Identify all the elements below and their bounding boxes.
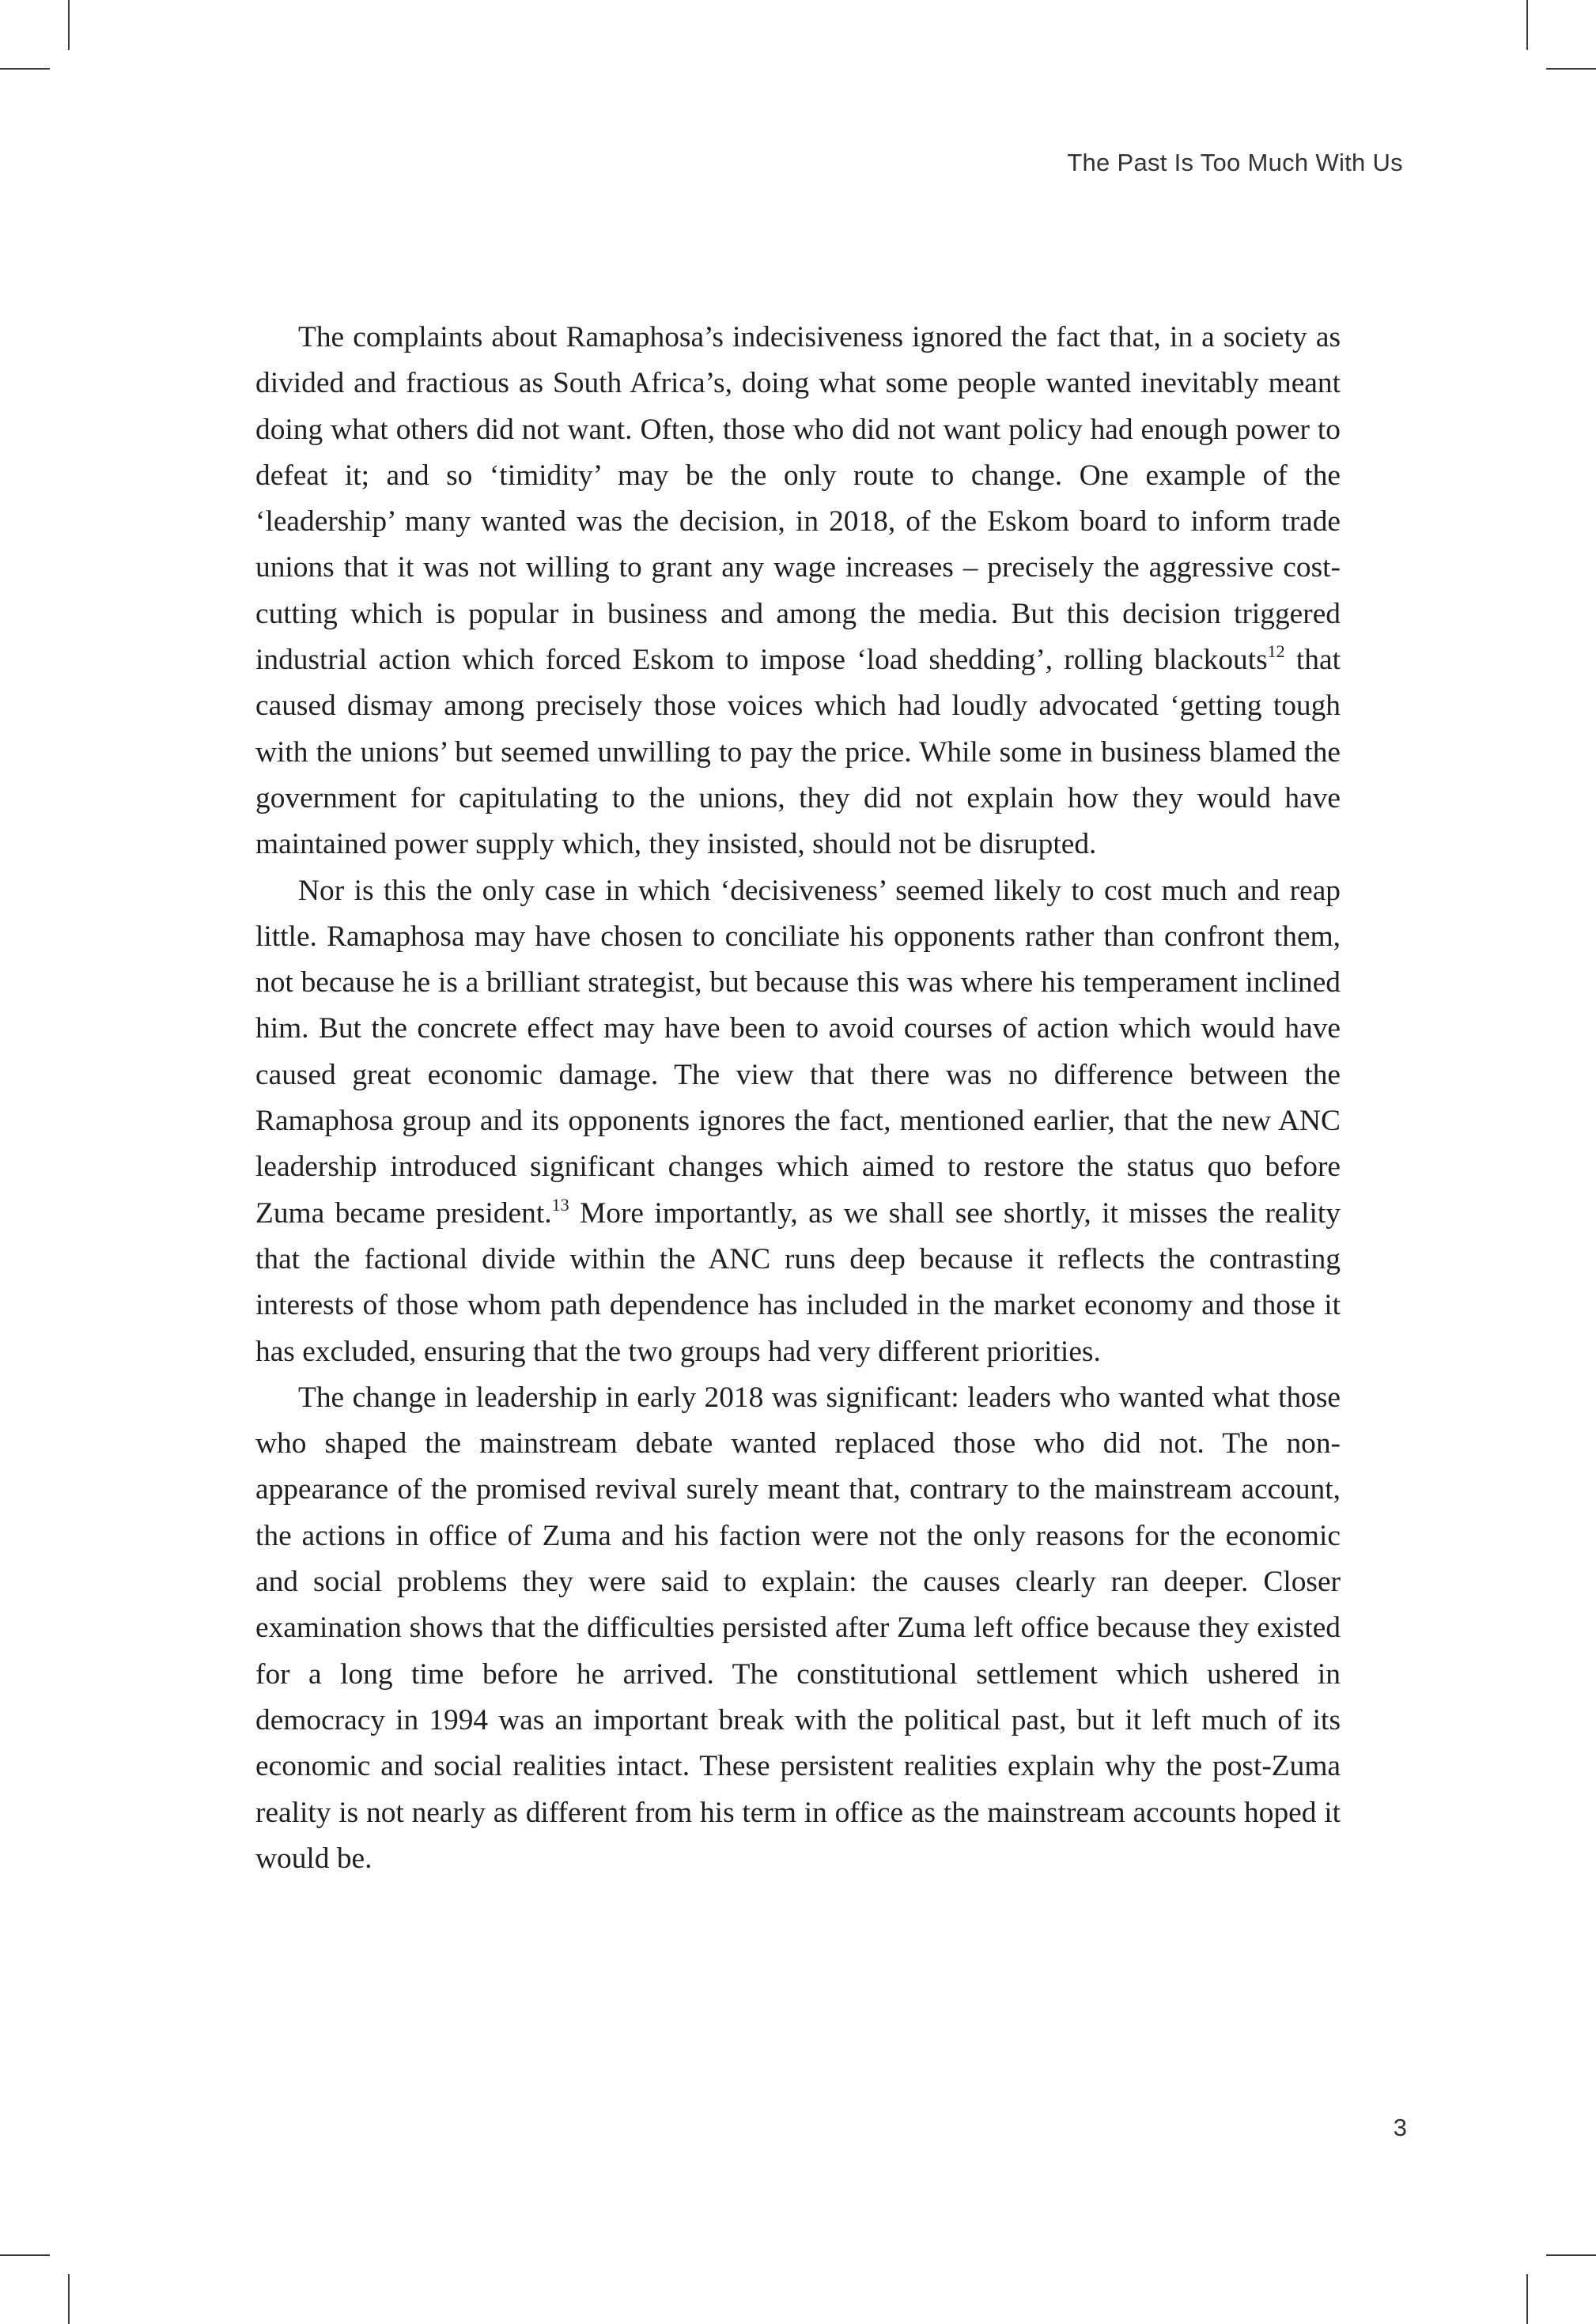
crop-mark-bottom-right-h (1546, 2254, 1596, 2256)
crop-mark-bottom-left-h (0, 2254, 50, 2256)
crop-mark-bottom-right (1526, 2274, 1528, 2324)
crop-mark-bottom-left (68, 2274, 70, 2324)
paragraph-3-text: The change in leadership in early 2018 was significant: leaders who wanted what those who shaped the mainstream debate wanted replaced those who did not. The non-appearance of the promised revival surely meant that, contrary to the mainstream account, the actions in office of Zuma and his faction were not the only reasons for the economic and social problems they were said to explain: the causes clearly ran deeper. Closer examination shows that the difficulties persisted after Zuma left office because they existed for a long time before he arrived. The constitutional settlement which ushered in democracy in 1994 was an important break with the political past, but it left much of its economic and social realities intact. These persistent realities explain why the post-Zuma reality is not nearly as different from his term in office as the mainstream accounts hoped it would be. (255, 1381, 1341, 1875)
paragraph-1-text-b: that caused dismay among precisely those voices which had loudly advocated ‘getting tough with the unions’ but seemed unwilling to pay the price. While some in business blamed the government for capitulating to the unions, they did not explain how they would have maintained power supply which, they insisted, should not be disrupted. (255, 644, 1341, 861)
paragraph-1 (255, 315, 1341, 868)
paragraph-1-text-a: The complaints about Ramaphosa’s indecisiveness ignored the fact that, in a society as divided and fractious as South Africa’s, doing what some people wanted inevitably meant doing what others did not want. Often, those who did not want policy had enough power to defeat it; and so ‘timidity’ may be the only route to change. One example of the ‘leadership’ many wanted was the decision, in 2018, of the Eskom board to inform trade unions that it was not willing to grant any wage increases – precisely the aggressive cost-cutting which is popular in business and among the media. But this decision triggered industrial action which forced Eskom to impose ‘load shedding’, rolling blackouts (255, 321, 1341, 677)
running-head: The Past Is Too Much With Us (1067, 149, 1403, 176)
crop-mark-top-right (1526, 0, 1528, 50)
paragraph-2-text-a: Nor is this the only case in which ‘decisiveness’ seemed likely to cost much and reap little. Ramaphosa may have chosen to conciliate his opponents rather than confront them, not because he is a brilliant strategist, but because this was where his temperament inclined him. But the concrete effect may have been to avoid courses of action which would have caused great economic damage. The view that there was no difference between the Ramaphosa group and its opponents ignores the fact, mentioned earlier, that the new ANC leadership introduced significant changes which aimed to restore the status quo before Zuma became president. (255, 874, 1341, 1230)
page-number: 3 (1393, 2114, 1407, 2141)
footnote-ref-13: 13 (551, 1194, 569, 1215)
body-text (255, 315, 1341, 1882)
crop-mark-top-left-h (0, 68, 50, 70)
footnote-ref-12: 12 (1267, 641, 1285, 662)
crop-mark-top-right-h (1546, 68, 1596, 70)
paragraph-3 (255, 1375, 1341, 1882)
paragraph-2-text-b: More importantly, as we shall see shortly, it misses the reality that the factional divide within the ANC runs deep because it reflects the contrasting interests of those whom path dependence has included in the market economy and those it has excluded, ensuring that the two groups had very different priorities. (255, 1196, 1341, 1368)
paragraph-2 (255, 868, 1341, 1375)
crop-mark-top-left (68, 0, 70, 50)
